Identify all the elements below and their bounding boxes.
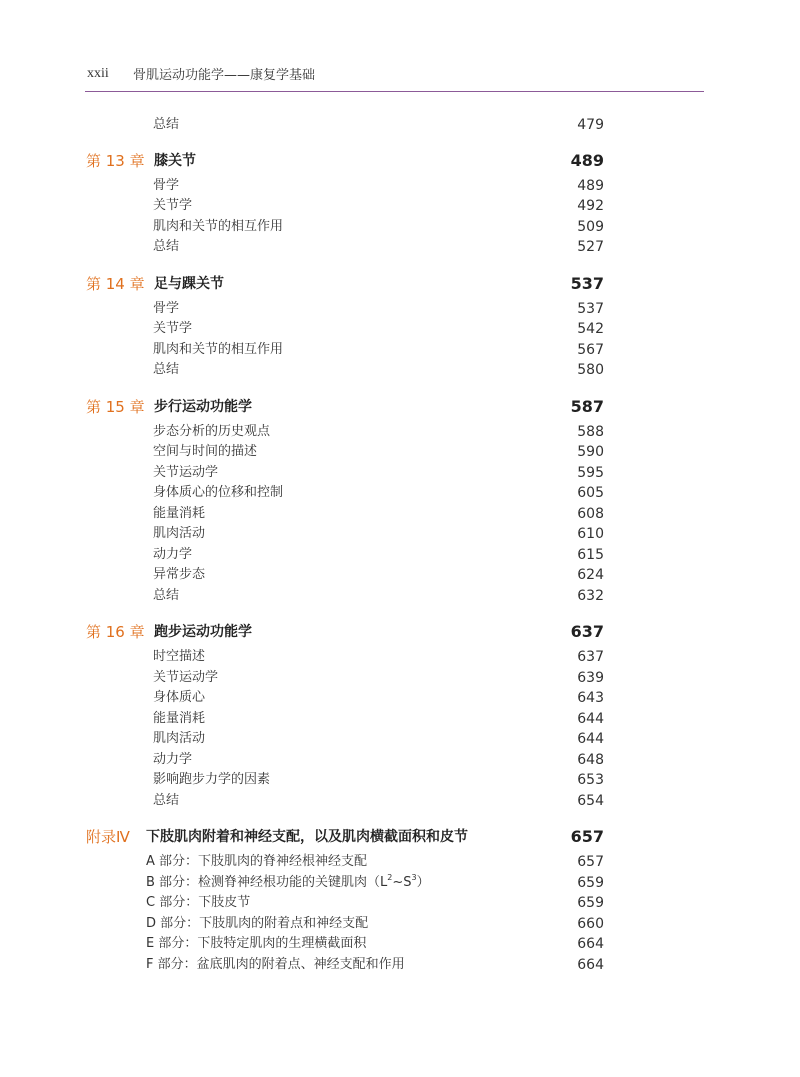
section-label: 动力学	[153, 547, 193, 562]
section-label: 关节学	[153, 198, 193, 213]
page-ref: 644	[577, 711, 604, 727]
chapter-heading-16[interactable]	[0, 621, 800, 643]
section-label: 身体质心	[153, 690, 206, 705]
book-title: 骨肌运动功能学——康复学基础	[133, 68, 316, 83]
section-label: 影响跑步力学的因素	[153, 772, 271, 787]
toc-entry[interactable]	[0, 483, 800, 503]
section-label: 关节运动学	[153, 465, 219, 480]
section-label: 肌肉和关节的相互作用	[153, 342, 284, 357]
section-label: 空间与时间的描述	[153, 444, 258, 459]
toc-entry[interactable]	[0, 586, 800, 606]
toc-entry[interactable]	[0, 545, 800, 565]
section-label: C 部分：下肢皮节	[146, 895, 251, 910]
chapter-heading-15[interactable]	[0, 396, 800, 418]
toc-entry[interactable]	[0, 196, 800, 216]
chapter-title: 步行运动功能学	[154, 399, 252, 415]
page-ref: 605	[577, 485, 604, 501]
toc-entry[interactable]	[0, 299, 800, 319]
section-label: 总结	[153, 793, 180, 808]
appendix-heading-4[interactable]	[0, 826, 800, 848]
page-ref: 588	[577, 424, 604, 440]
toc-entry[interactable]	[0, 340, 800, 360]
toc-entry[interactable]	[0, 750, 800, 770]
section-label: 肌肉活动	[153, 731, 206, 746]
page-ref: 664	[577, 957, 604, 973]
section-label: D 部分：下肢肌肉的附着点和神经支配	[146, 916, 369, 931]
section-label: 总结	[153, 239, 180, 254]
toc-entry[interactable]	[0, 729, 800, 749]
label-text: ）	[416, 875, 430, 890]
toc-entry[interactable]	[0, 955, 800, 975]
toc-entry[interactable]	[0, 442, 800, 462]
chapter-heading-13[interactable]	[0, 150, 800, 172]
toc-entry[interactable]	[0, 565, 800, 585]
chapter-number: 第 14 章	[86, 275, 145, 293]
section-label: 总结	[153, 588, 180, 603]
page-ref: 537	[577, 301, 604, 317]
chapter-page-ref: 537	[570, 274, 604, 293]
toc-entry[interactable]	[0, 237, 800, 257]
chapter-page-ref: 637	[570, 622, 604, 641]
chapter-title: 跑步运动功能学	[154, 624, 252, 640]
page-number: xxii	[87, 66, 109, 81]
section-label: 能量消耗	[153, 711, 206, 726]
section-label: 关节运动学	[153, 670, 219, 685]
page-ref: 624	[577, 567, 604, 583]
page-ref: 659	[577, 875, 604, 891]
header-divider	[85, 91, 704, 92]
running-header	[87, 64, 707, 84]
appendix-page-ref: 657	[570, 827, 604, 846]
toc-entry[interactable]	[0, 934, 800, 954]
section-label: A 部分：下肢肌肉的脊神经根神经支配	[146, 854, 368, 869]
chapter-title: 足与踝关节	[154, 276, 224, 292]
chapter-number: 第 15 章	[86, 398, 145, 416]
page-ref: 632	[577, 588, 604, 604]
page-ref: 637	[577, 649, 604, 665]
section-label: 异常步态	[153, 567, 206, 582]
section-label: 时空描述	[153, 649, 206, 664]
toc-entry[interactable]	[0, 319, 800, 339]
page-ref: 610	[577, 526, 604, 542]
section-label: 骨学	[153, 178, 180, 193]
section-label	[146, 873, 430, 893]
page-ref: 509	[577, 219, 604, 235]
page-ref: 567	[577, 342, 604, 358]
page-ref: 648	[577, 752, 604, 768]
toc-entry[interactable]	[0, 524, 800, 544]
toc-entry[interactable]	[0, 647, 800, 667]
section-label: 能量消耗	[153, 506, 206, 521]
page-ref: 639	[577, 670, 604, 686]
toc-entry[interactable]	[0, 668, 800, 688]
toc-entry[interactable]	[0, 360, 800, 380]
page-ref: 542	[577, 321, 604, 337]
label-text: B 部分：检测脊神经根功能的关键肌肉（L	[146, 875, 388, 890]
toc-entry[interactable]	[0, 770, 800, 790]
page-ref: 492	[577, 198, 604, 214]
appendix-title: 下肢肌肉附着和神经支配，以及肌肉横截面积和皮节	[146, 829, 468, 845]
section-label: 身体质心的位移和控制	[153, 485, 284, 500]
page-ref: 659	[577, 895, 604, 911]
section-label: 骨学	[153, 301, 180, 316]
section-label: 肌肉和关节的相互作用	[153, 219, 284, 234]
section-label: 总结	[153, 362, 180, 377]
page-ref: 489	[577, 178, 604, 194]
toc-entry[interactable]	[0, 791, 800, 811]
section-label: 动力学	[153, 752, 193, 767]
page-ref: 479	[577, 117, 604, 133]
toc-entry[interactable]	[0, 463, 800, 483]
chapter-number: 第 16 章	[86, 623, 145, 641]
section-label: 关节学	[153, 321, 193, 336]
toc-entry[interactable]	[0, 176, 800, 196]
toc-entry[interactable]	[0, 893, 800, 913]
section-label: E 部分：下肢特定肌肉的生理横截面积	[146, 936, 367, 951]
section-label: F 部分：盆底肌肉的附着点、神经支配和作用	[146, 957, 405, 972]
superscript: 2	[387, 873, 393, 882]
page-ref: 527	[577, 239, 604, 255]
chapter-number: 第 13 章	[86, 152, 145, 170]
section-label: 肌肉活动	[153, 526, 206, 541]
superscript: 3	[411, 873, 417, 882]
toc-entry[interactable]	[0, 115, 800, 135]
chapter-heading-14[interactable]	[0, 273, 800, 295]
page-ref: 595	[577, 465, 604, 481]
toc-entry[interactable]	[0, 217, 800, 237]
toc-entry[interactable]	[0, 873, 800, 893]
page-ref: 608	[577, 506, 604, 522]
page-ref: 580	[577, 362, 604, 378]
toc-entry[interactable]	[0, 422, 800, 442]
appendix-number: 附录Ⅳ	[86, 828, 130, 846]
page-ref: 643	[577, 690, 604, 706]
toc-entry[interactable]	[0, 504, 800, 524]
toc-entry[interactable]	[0, 709, 800, 729]
chapter-title: 膝关节	[154, 153, 196, 169]
chapter-page-ref: 489	[570, 151, 604, 170]
page-ref: 590	[577, 444, 604, 460]
chapter-page-ref: 587	[570, 397, 604, 416]
toc-entry[interactable]	[0, 852, 800, 872]
page-ref: 653	[577, 772, 604, 788]
page-ref: 644	[577, 731, 604, 747]
page-ref: 664	[577, 936, 604, 952]
toc-entry[interactable]	[0, 688, 800, 708]
label-text: ~S	[392, 875, 412, 890]
page-ref: 615	[577, 547, 604, 563]
page-ref: 654	[577, 793, 604, 809]
page-ref: 660	[577, 916, 604, 932]
page-ref: 657	[577, 854, 604, 870]
section-label: 总结	[153, 117, 180, 132]
toc-entry[interactable]	[0, 914, 800, 934]
section-label: 步态分析的历史观点	[153, 424, 271, 439]
